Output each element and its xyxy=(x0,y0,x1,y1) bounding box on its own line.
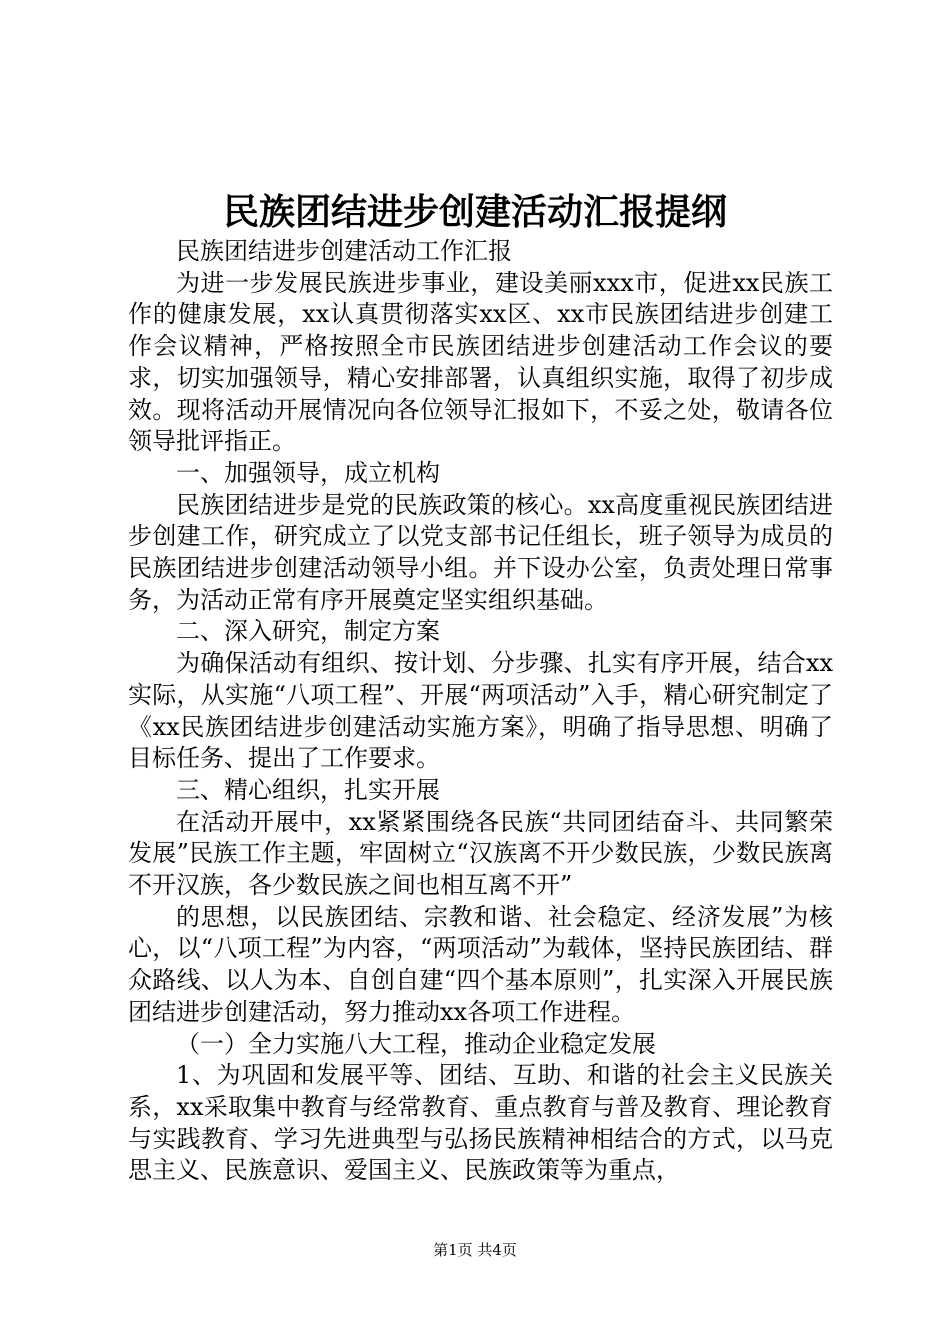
section-heading-2: 二、深入研究，制定方案 xyxy=(176,617,440,646)
intro-paragraph: 为进一步发展民族进步事业，建设美丽xxx市，促进xx民族工作的健康发展，xx认真贯彻落实xx区、xx市民族团结进步创建工作会议精神，严格按照全市民族团结进步创建活动工作会议的要求，切实加强领导，精心安排部署，认真组织实施，取得了初步成效。现将活动开展情况向各位领导汇报如下，不妥之处，敬请各位领导批评指正。 xyxy=(128,268,833,456)
document-body xyxy=(128,236,833,1187)
subsection-heading-1: （一）全力实施八大工程，推动企业稳定发展 xyxy=(176,1029,656,1058)
section-2-paragraph: 为确保活动有组织、按计划、分步骤、扎实有序开展，结合xx实际，从实施“八项工程”、开展“两项活动”入手，精心研究制定了《xx民族团结进步创建活动实施方案》，明确了指导思想、明确了目标任务、提出了工作要求。 xyxy=(128,649,833,773)
section-1-paragraph: 民族团结进步是党的民族政策的核心。xx高度重视民族团结进步创建工作，研究成立了以党支部书记任组长，班子领导为成员的民族团结进步创建活动领导小组。并下设办公室，负责处理日常事务，为活动正常有序开展奠定坚实组织基础。 xyxy=(128,490,833,614)
section-heading-3: 三、精心组织，扎实开展 xyxy=(176,775,440,804)
subtitle-paragraph: 民族团结进步创建活动工作汇报 xyxy=(176,237,512,265)
section-heading-1: 一、加强领导，成立机构 xyxy=(176,458,440,487)
section-3-paragraph-b: 的思想，以民族团结、宗教和谐、社会稳定、经济发展”为核心，以“八项工程”为内容，“两项活动”为载体，坚持民族团结、群众路线、以人为本、自创自建“四个基本原则”，扎实深入开展民族团结进步创建活动，努力推动xx各项工作进程。 xyxy=(128,902,833,1026)
section-3-paragraph-a: 在活动开展中，xx紧紧围绕各民族“共同团结奋斗、共同繁荣发展”民族工作主题，牢固树立“汉族离不开少数民族，少数民族离不开汉族，各少数民族之间也相互离不开” xyxy=(128,807,833,900)
page-number-footer: 第1页 共4页 xyxy=(433,1241,517,1259)
document-title: 民族团结进步创建活动汇报提纲 xyxy=(222,191,727,233)
subsection-1-paragraph: 1、为巩固和发展平等、团结、互助、和谐的社会主义民族关系，xx采取集中教育与经常教育、重点教育与普及教育、理论教育与实践教育、学习先进典型与弘扬民族精神相结合的方式，以马克思主义、民族意识、爱国主义、民族政策等为重点， xyxy=(128,1061,833,1185)
